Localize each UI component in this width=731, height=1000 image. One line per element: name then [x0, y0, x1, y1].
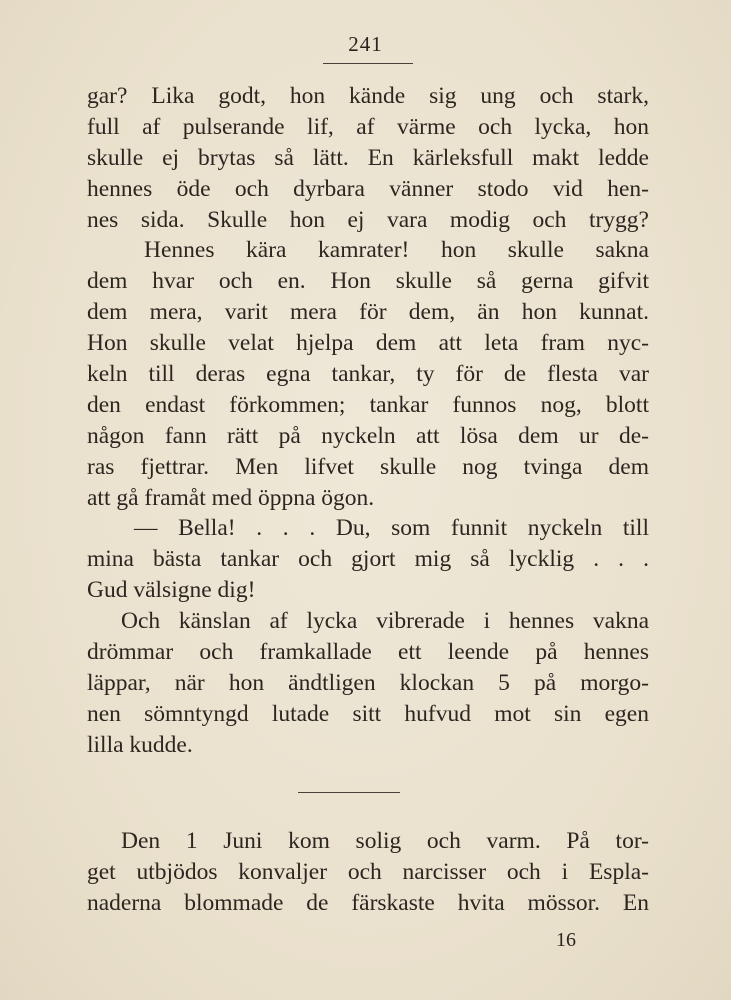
text-line: nen sömntyngd lutade sitt hufvud mot sin egen — [87, 700, 649, 727]
text-line: lilla kudde. — [87, 731, 193, 758]
text-line: läppar, när hon ändtligen klockan 5 på morgo- — [87, 669, 649, 696]
text-line: Och känslan af lycka vibrerade i hennes vakna — [121, 608, 649, 635]
text-block-main — [87, 81, 649, 761]
text-line: Gud välsigne dig! — [87, 577, 256, 604]
text-line: Den 1 Juni kom solig och varm. På tor- — [121, 828, 649, 854]
text-line: dem hvar och en. Hon skulle så gerna gifvit — [87, 268, 649, 295]
text-line: full af pulserande lif, af värme och lycka, hon — [87, 113, 649, 140]
text-line: keln till deras egna tankar, ty för de flesta var — [87, 361, 649, 388]
text-line: skulle ej brytas så lätt. En kärleksfull makt ledde — [87, 144, 649, 171]
text-line: Hennes kära kamrater! hon skulle sakna — [144, 237, 649, 264]
text-line: mina bästa tankar och gjort mig så lycklig . . . — [87, 546, 649, 573]
text-block-new-section — [87, 826, 649, 919]
signature-mark: 16 — [556, 929, 576, 951]
text-line: — Bella! . . . Du, som funnit nyckeln till — [134, 515, 649, 542]
text-line: någon fann rätt på nyckeln att lösa dem ur de- — [87, 422, 649, 449]
text-line: naderna blommade de färskaste hvita mössor. En — [87, 889, 649, 916]
text-line: Hon skulle velat hjelpa dem att leta fram nyc- — [87, 330, 649, 357]
text-line: ras fjettrar. Men lifvet skulle nog tvinga dem — [87, 453, 649, 480]
text-line: den endast förkommen; tankar funnos nog, blott — [87, 391, 649, 418]
text-line: hennes öde och dyrbara vänner stodo vid hen- — [87, 175, 649, 202]
text-line: gar? Lika godt, hon kände sig ung och stark, — [87, 83, 649, 109]
text-line: att gå framåt med öppna ögon. — [87, 484, 375, 511]
text-line: get utbjödos konvaljer och narcisser och i Espla- — [87, 858, 649, 885]
page-number: 241 — [348, 32, 383, 56]
text-line: drömmar och framkallade ett leende på hennes — [87, 639, 649, 666]
header-rule — [323, 63, 413, 64]
section-divider — [298, 792, 400, 793]
text-line: nes sida. Skulle hon ej vara modig och trygg? — [87, 206, 649, 233]
text-line: dem mera, varit mera för dem, än hon kunnat. — [87, 299, 649, 326]
